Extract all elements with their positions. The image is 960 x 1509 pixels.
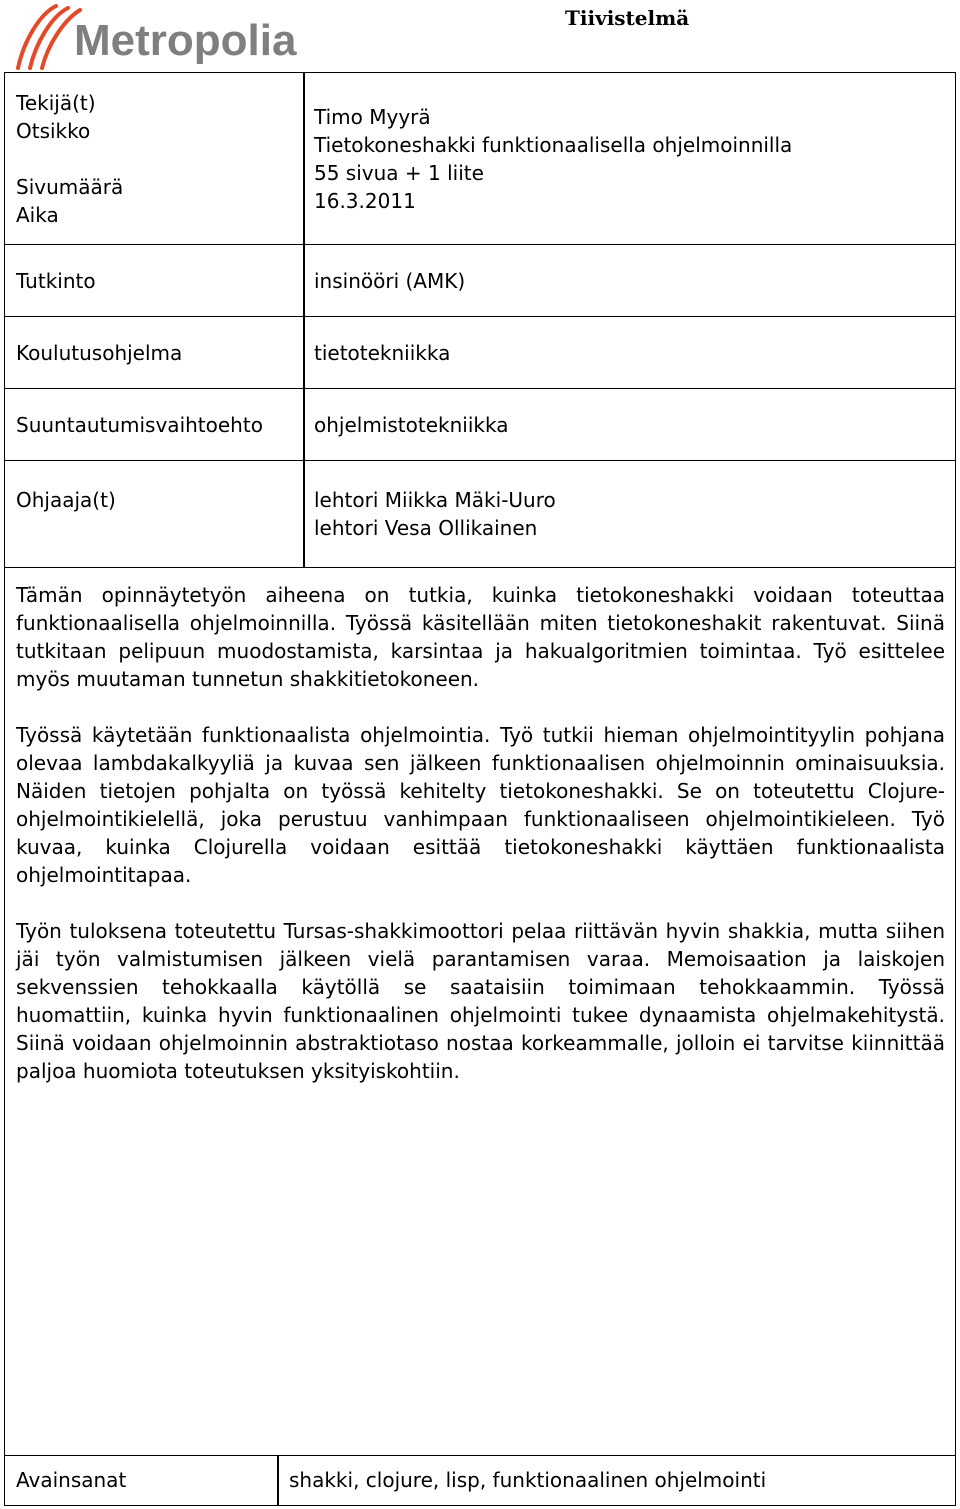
title-label: Otsikko (16, 119, 91, 143)
meta-row (5, 73, 955, 245)
pages-label: Sivumäärä (16, 175, 124, 199)
specialisation-row (5, 389, 955, 461)
abstract-paragraph: Työn tuloksena toteutettu Tursas-shakkimoottori pelaa riittävän hyvin shakkia, mutta siihen jäi työn valmistumisen jälkeen vielä parantamisen varaa. Memoisaation ja laiskojen sekvenssien tehokkaalla käytöllä se saataisiin toimimaan tehokkaammin. Työssä huomattiin, kuinka hyvin funktionaalinen ohjelmointi tukee dynaamista ohjelmakehitystä. Siinä voidaan ohjelmoinnin abstraktiotaso nostaa korkeammalle, jolloin ei tarvitse kiinnittää paljoa huomiota toteutuksen yksityiskohtiin. (16, 919, 945, 1083)
keywords-divider (277, 1456, 279, 1505)
column-divider (303, 73, 305, 568)
abstract-paragraph: Tämän opinnäytetyön aiheena on tutkia, kuinka tietokoneshakki voidaan toteuttaa funktionaalisella ohjelmoinnilla. Työssä käsitellään miten tietokoneshakit rakentuvat. Siinä tutkitaan pelipuun muodostamista, karsintaa ja hakualgoritmien toimintaa. Työ esittelee myös muutaman tunnetun shakkitietokoneen. (16, 583, 945, 691)
degree-label: Tutkinto (16, 269, 96, 293)
abstract-text (16, 581, 945, 1113)
author-value: Timo Myyrä (314, 105, 431, 129)
specialisation-label: Suuntautumisvaihtoehto (16, 413, 263, 437)
title-value: Tietokoneshakki funktionaalisella ohjelmoinnilla (314, 133, 793, 157)
supervisor-2: lehtori Vesa Ollikainen (314, 516, 538, 540)
pages-value: 55 sivua + 1 liite (314, 161, 484, 185)
keywords-value: shakki, clojure, lisp, funktionaalinen ohjelmointi (289, 1468, 767, 1492)
specialisation-value: ohjelmistotekniikka (314, 413, 509, 437)
keywords-label: Avainsanat (16, 1468, 127, 1492)
keywords-row (5, 1455, 955, 1505)
date-value: 16.3.2011 (314, 189, 416, 213)
supervisors-row (5, 461, 955, 568)
programme-row (5, 317, 955, 389)
programme-label: Koulutusohjelma (16, 341, 183, 365)
abstract-paragraph: Työssä käytetään funktionaalista ohjelmointia. Työ tutkii hieman ohjelmointityylin pohjana olevaa lambdakalkyyliä ja kuvaa sen jälkeen funktionaalisen ohjelmoinnin ominaisuuksia. Näiden tietojen pohjalta on työssä kehitelty tietokoneshakki. Se on toteutettu Clojure-ohjelmointikielellä, joka perustuu vanhimpaan funktionaaliseen ohjelmointikieleen. Työ kuvaa, kuinka Clojurella voidaan esittää tietokoneshakki käyttäen funktionaalista ohjelmointitapaa. (16, 723, 945, 887)
abstract-form (4, 72, 956, 1506)
degree-row (5, 245, 955, 317)
degree-value: insinööri (AMK) (314, 269, 466, 293)
supervisors-label: Ohjaaja(t) (16, 488, 116, 512)
page-heading: Tiivistelmä (565, 6, 690, 30)
logo-wordmark: Metropolia (74, 16, 297, 65)
metropolia-logo (12, 0, 322, 72)
supervisor-1: lehtori Miikka Mäki-Uuro (314, 488, 556, 512)
author-label: Tekijä(t) (16, 91, 96, 115)
date-label: Aika (16, 203, 59, 227)
programme-value: tietotekniikka (314, 341, 451, 365)
